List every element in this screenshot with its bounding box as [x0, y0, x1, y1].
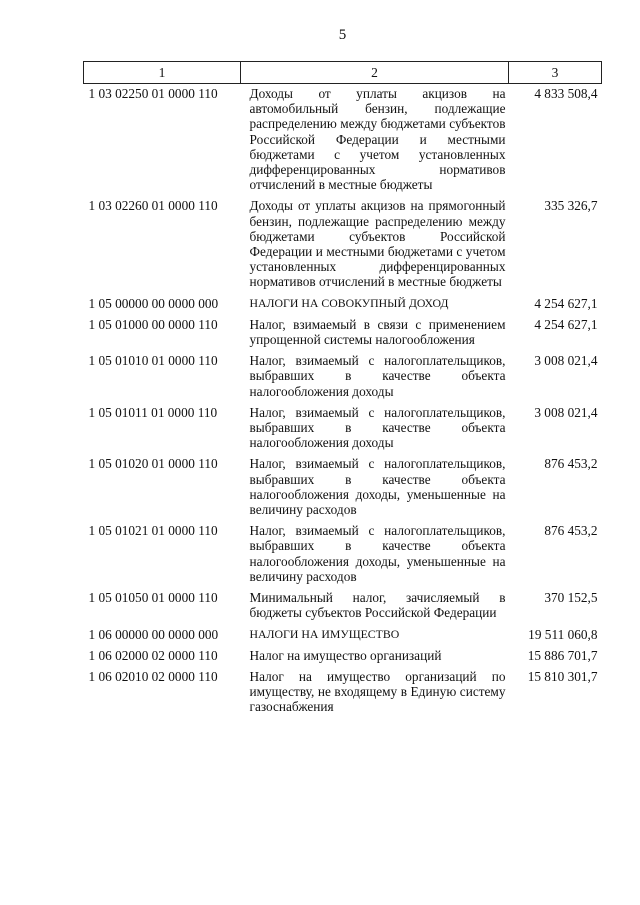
revenue-amount: 15 810 301,7 [527, 668, 598, 684]
table-row [84, 294, 602, 315]
revenue-amount: 370 152,5 [544, 590, 598, 606]
revenue-amount: 3 008 021,4 [534, 353, 598, 369]
revenue-amount: 4 254 627,1 [534, 295, 598, 311]
revenue-amount: 15 886 701,7 [527, 647, 598, 663]
revenue-code: 1 06 00000 00 0000 000 [88, 626, 219, 642]
table-row [84, 454, 602, 521]
revenue-table [83, 61, 602, 719]
revenue-code: 1 05 01010 01 0000 110 [88, 353, 218, 369]
revenue-code: 1 05 00000 00 0000 000 [88, 295, 219, 311]
table-row [84, 351, 602, 403]
revenue-amount: 4 833 508,4 [534, 86, 598, 101]
revenue-amount: 19 511 060,8 [528, 626, 598, 642]
table-row [84, 403, 602, 455]
revenue-code: 1 05 01020 01 0000 110 [88, 456, 218, 472]
revenue-code: 1 03 02260 01 0000 110 [88, 198, 218, 214]
revenue-name: Налог, взимаемый с налогоплательщиков, выбравших в качестве объекта налогообложения доходы, уменьшенные на величину расходов [249, 523, 506, 584]
page-number: 5 [338, 27, 347, 43]
table-row [84, 196, 602, 293]
revenue-code: 1 06 02000 02 0000 110 [88, 647, 218, 663]
revenue-name: Налог на имущество организаций [249, 647, 442, 663]
table-row [84, 315, 602, 351]
revenue-code: 1 03 02250 01 0000 110 [88, 86, 218, 101]
revenue-name: Доходы от уплаты акцизов на автомобильный бензин, подлежащие распределению между бюджетами субъектов Российской Федерации и местными бюджетами с учетом установленных дифференцированных нормативов отчислений в местные бюджеты [249, 86, 506, 193]
revenue-name: Налог, взимаемый в связи с применением упрощенной системы налогообложения [249, 316, 506, 348]
revenue-amount: 4 254 627,1 [534, 316, 598, 332]
column-header-amount: 3 [509, 62, 602, 84]
revenue-amount: 876 453,2 [544, 523, 598, 539]
revenue-name: Налог, взимаемый с налогоплательщиков, выбравших в качестве объекта налогообложения доходы, уменьшенные на величину расходов [249, 456, 506, 518]
revenue-name: Налог, взимаемый с налогоплательщиков, выбравших в качестве объекта налогообложения доходы [249, 404, 506, 451]
revenue-amount: 876 453,2 [544, 456, 598, 472]
revenue-code: 1 05 01000 00 0000 110 [88, 316, 218, 332]
table-row [84, 667, 602, 719]
table-row [84, 588, 602, 624]
table-header [84, 62, 602, 84]
revenue-name: Доходы от уплаты акцизов на прямогонный бензин, подлежащие распределению между бюджетами субъектов Российской Федерации и местными бюджетами с учетом установленных дифференцированных нормативов отчислений в местные бюджеты [249, 198, 506, 290]
table-row [84, 84, 602, 197]
revenue-name: Налог, взимаемый с налогоплательщиков, выбравших в качестве объекта налогообложения доходы [249, 353, 506, 399]
revenue-code: 1 06 02010 02 0000 110 [88, 668, 218, 684]
revenue-name: НАЛОГИ НА СОВОКУПНЫЙ ДОХОД [249, 295, 449, 310]
table-row [84, 625, 602, 646]
revenue-amount: 3 008 021,4 [534, 404, 598, 420]
column-header-code: 1 [84, 62, 241, 84]
revenue-name: НАЛОГИ НА ИМУЩЕСТВО [249, 626, 400, 641]
table-body [84, 84, 602, 719]
column-header-name: 2 [241, 62, 509, 84]
revenue-code: 1 05 01011 01 0000 110 [88, 404, 218, 420]
revenue-code: 1 05 01050 01 0000 110 [88, 590, 218, 606]
revenue-amount: 335 326,7 [544, 198, 598, 214]
revenue-name: Минимальный налог, зачисляемый в бюджеты субъектов Российской Федерации [249, 590, 506, 621]
revenue-code: 1 05 01021 01 0000 110 [88, 523, 218, 539]
table-row [84, 646, 602, 667]
table-row [84, 521, 602, 588]
revenue-name: Налог на имущество организаций по имуществу, не входящему в Единую систему газоснабжения [249, 668, 506, 715]
